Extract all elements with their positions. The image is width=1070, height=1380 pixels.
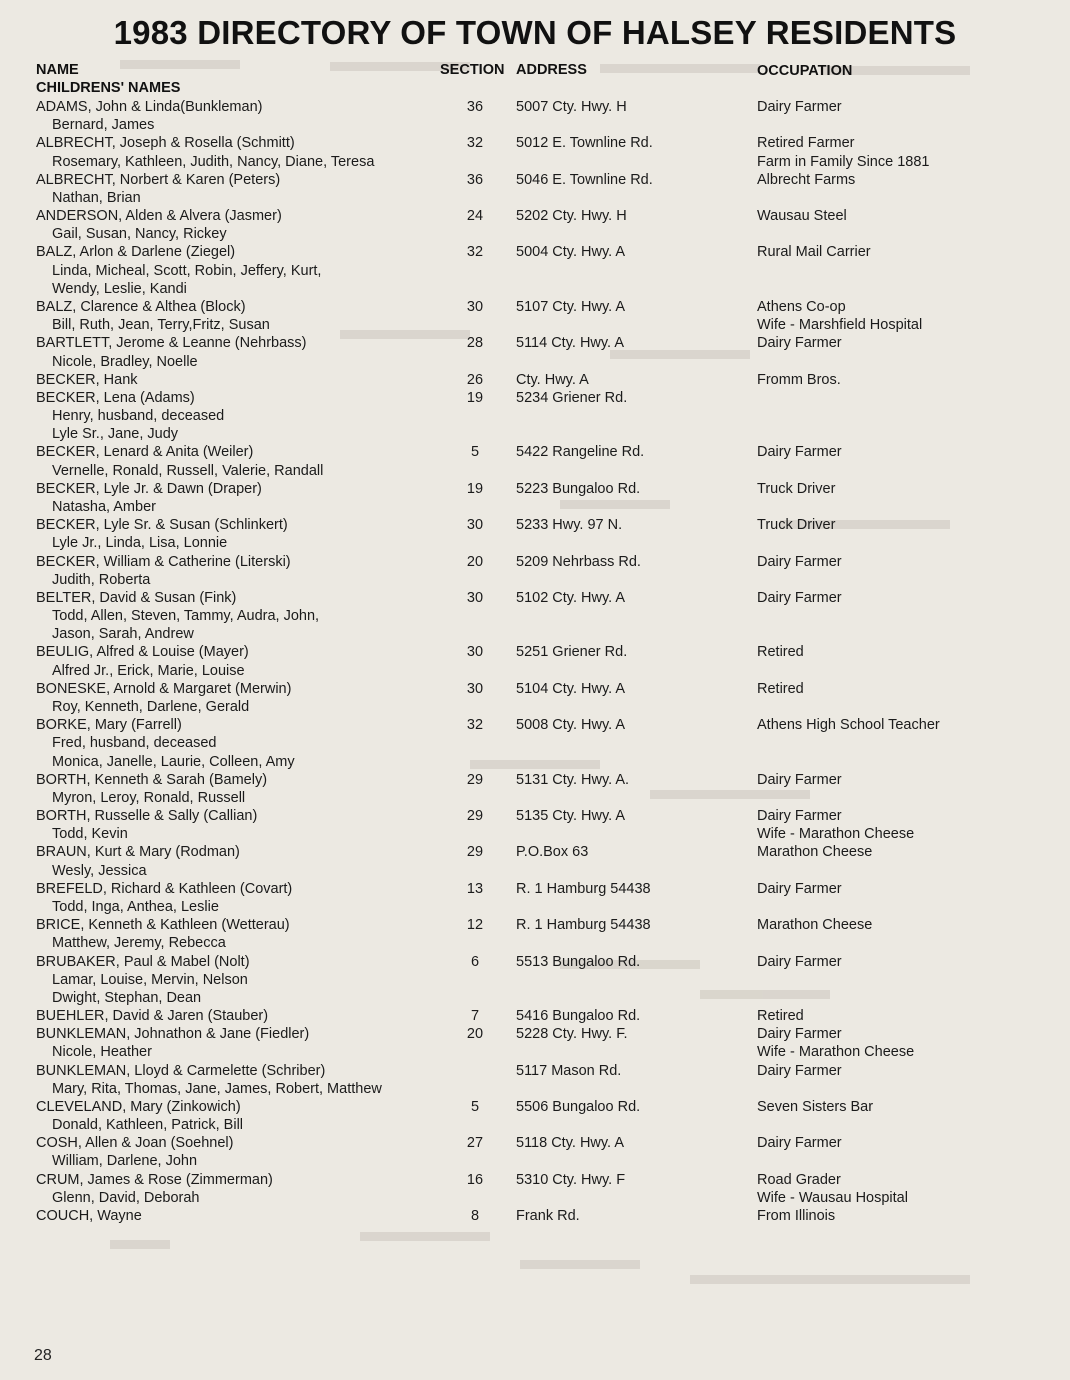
resident-name: ANDERSON, Alden & Alvera (Jasmer)	[36, 208, 282, 225]
children-line	[0, 1152, 1070, 1170]
children-line	[0, 280, 1070, 298]
resident-name: BECKER, Lyle Jr. & Dawn (Draper)	[36, 480, 262, 497]
resident-name: BUNKLEMAN, Lloyd & Carmelette (Schriber)	[36, 1062, 326, 1079]
section-number: 20	[466, 1026, 484, 1043]
section-number: 26	[466, 371, 484, 388]
children-line	[0, 425, 1070, 443]
resident-name: BREFELD, Richard & Kathleen (Covart)	[36, 880, 293, 897]
children-line	[0, 662, 1070, 680]
address: 5422 Rangeline Rd.	[516, 444, 645, 461]
address: 5008 Cty. Hwy. A	[516, 717, 626, 734]
address: 5223 Bungaloo Rd.	[516, 480, 641, 497]
directory-entry	[0, 916, 1070, 934]
occupation: Marathon Cheese	[757, 844, 873, 861]
children-line	[0, 353, 1070, 371]
occupation: Dairy Farmer	[757, 1135, 842, 1152]
address: 5310 Cty. Hwy. F	[516, 1171, 626, 1188]
occupation: Dairy Farmer	[757, 99, 842, 115]
directory-entry	[0, 480, 1070, 498]
section-number: 32	[466, 135, 484, 152]
resident-name: BALZ, Clarence & Althea (Block)	[36, 299, 246, 315]
section-number: 29	[466, 808, 484, 824]
children-names: Lyle Jr., Linda, Lisa, Lonnie	[52, 535, 228, 552]
directory-entry	[0, 243, 1070, 261]
children-line	[0, 116, 1070, 134]
section-number: 29	[466, 771, 484, 788]
address: 5251 Griener Rd.	[516, 644, 628, 661]
address: 5202 Cty. Hwy. H	[516, 208, 627, 225]
header-childrens-names: CHILDRENS' NAMES	[36, 80, 181, 96]
section-number: 36	[466, 99, 484, 115]
children-names: Dwight, Stephan, Dean	[52, 989, 202, 1006]
directory-entry	[0, 443, 1070, 461]
children-names: Jason, Sarah, Andrew	[52, 626, 194, 643]
occupation: Dairy Farmer	[757, 589, 842, 606]
header-address: ADDRESS	[516, 62, 587, 78]
occupation: Dairy Farmer	[757, 1026, 842, 1043]
resident-name: BECKER, Hank	[36, 371, 138, 388]
section-number: 30	[466, 680, 484, 697]
directory-entry	[0, 843, 1070, 861]
directory-entry	[0, 98, 1070, 116]
resident-name: ALBRECHT, Norbert & Karen (Peters)	[36, 171, 281, 188]
resident-name: BUEHLER, David & Jaren (Stauber)	[36, 1008, 269, 1024]
children-line	[0, 898, 1070, 916]
directory-entry	[0, 1134, 1070, 1152]
resident-name: BALZ, Arlon & Darlene (Ziegel)	[36, 244, 236, 261]
resident-name: CLEVELAND, Mary (Zinkowich)	[36, 1098, 241, 1115]
children-names: Todd, Allen, Steven, Tammy, Audra, John,	[52, 608, 320, 624]
children-line	[0, 316, 1070, 334]
section-number: 8	[470, 1208, 480, 1224]
occupation: Road Grader	[757, 1171, 841, 1188]
children-line	[0, 534, 1070, 552]
children-line	[0, 571, 1070, 589]
occupation-note: Wife - Wausau Hospital	[757, 1189, 908, 1206]
directory-entry	[0, 643, 1070, 661]
children-line	[0, 989, 1070, 1007]
children-names: Fred, husband, deceased	[52, 735, 217, 752]
children-line	[0, 225, 1070, 243]
occupation-note: Wife - Marshfield Hospital	[757, 317, 923, 334]
address: R. 1 Hamburg 54438	[516, 917, 651, 934]
occupation: Dairy Farmer	[757, 1062, 842, 1079]
section-number: 27	[466, 1135, 484, 1152]
children-names: Vernelle, Ronald, Russell, Valerie, Randall	[52, 462, 324, 479]
address: 5513 Bungaloo Rd.	[516, 953, 641, 970]
section-number: 7	[470, 1008, 480, 1024]
occupation: Athens High School Teacher	[757, 717, 940, 734]
children-names: Nicole, Bradley, Noelle	[52, 353, 198, 370]
section-number: 36	[466, 171, 484, 188]
occupation: Athens Co-op	[757, 299, 846, 315]
children-line	[0, 1043, 1070, 1061]
section-number: 32	[466, 717, 484, 734]
directory-entry	[0, 389, 1070, 407]
resident-name: BORKE, Mary (Farrell)	[36, 717, 182, 734]
resident-name: BECKER, William & Catherine (Literski)	[36, 553, 291, 570]
section-number: 30	[466, 517, 484, 534]
occupation: Retired	[757, 644, 804, 661]
resident-name: ADAMS, John & Linda(Bunkleman)	[36, 99, 263, 115]
occupation: Seven Sisters Bar	[757, 1098, 874, 1115]
children-names: Myron, Leroy, Ronald, Russell	[52, 789, 246, 806]
children-names: Mary, Rita, Thomas, Jane, James, Robert, Matthew	[52, 1080, 382, 1097]
directory-entry	[0, 880, 1070, 898]
resident-name: BORTH, Kenneth & Sarah (Bamely)	[36, 771, 268, 788]
section-number: 5	[470, 1098, 480, 1115]
children-line	[0, 1189, 1070, 1207]
directory-entry	[0, 171, 1070, 189]
section-number: 30	[466, 299, 484, 315]
section-number: 30	[466, 644, 484, 661]
directory-entry	[0, 807, 1070, 825]
occupation: Rural Mail Carrier	[757, 244, 871, 261]
occupation: Dairy Farmer	[757, 953, 842, 970]
section-number: 13	[466, 880, 484, 897]
directory-entry	[0, 207, 1070, 225]
address: 5416 Bungaloo Rd.	[516, 1008, 641, 1024]
section-number: 24	[466, 208, 484, 225]
page-title: 1983 DIRECTORY OF TOWN OF HALSEY RESIDENTS	[113, 14, 957, 51]
resident-name: BECKER, Lenard & Anita (Weiler)	[36, 444, 254, 461]
page-number: 28	[34, 1347, 52, 1364]
address: 5506 Bungaloo Rd.	[516, 1098, 641, 1115]
children-names: Wendy, Leslie, Kandi	[52, 280, 187, 297]
address: 5012 E. Townline Rd.	[516, 135, 653, 152]
occupation: Marathon Cheese	[757, 917, 873, 934]
occupation: Dairy Farmer	[757, 771, 842, 788]
section-number: 28	[466, 335, 484, 352]
address: 5007 Cty. Hwy. H	[516, 99, 627, 115]
section-number: 16	[466, 1171, 484, 1188]
resident-name: BONESKE, Arnold & Margaret (Merwin)	[36, 680, 292, 697]
occupation-note: Farm in Family Since 1881	[757, 153, 930, 170]
children-names: Wesly, Jessica	[52, 862, 147, 879]
children-line	[0, 607, 1070, 625]
address: 5117 Mason Rd.	[516, 1062, 622, 1079]
children-line	[0, 1116, 1070, 1134]
directory-entry	[0, 1207, 1070, 1225]
occupation: Dairy Farmer	[757, 553, 842, 570]
children-line	[0, 262, 1070, 280]
resident-name: BELTER, David & Susan (Fink)	[36, 589, 237, 606]
children-names: Matthew, Jeremy, Rebecca	[52, 935, 226, 952]
address: Frank Rd.	[516, 1208, 580, 1224]
resident-name: BRUBAKER, Paul & Mabel (Nolt)	[36, 953, 250, 970]
children-names: Monica, Janelle, Laurie, Colleen, Amy	[52, 753, 295, 770]
directory-entry	[0, 1171, 1070, 1189]
children-names: Todd, Kevin	[52, 826, 128, 843]
resident-name: BECKER, Lyle Sr. & Susan (Schlinkert)	[36, 517, 288, 534]
resident-name: BECKER, Lena (Adams)	[36, 389, 195, 406]
children-line	[0, 153, 1070, 171]
directory-entry	[0, 1025, 1070, 1043]
resident-name: BARTLETT, Jerome & Leanne (Nehrbass)	[36, 335, 307, 352]
directory-entry	[0, 1062, 1070, 1080]
directory-entry	[0, 1098, 1070, 1116]
directory-entry	[0, 553, 1070, 571]
directory-entry	[0, 716, 1070, 734]
resident-name: BORTH, Russelle & Sally (Callian)	[36, 808, 258, 824]
occupation: Wausau Steel	[757, 208, 847, 225]
address: 5004 Cty. Hwy. A	[516, 244, 626, 261]
header-section: SECTION	[440, 62, 505, 78]
directory-entry	[0, 516, 1070, 534]
address: 5228 Cty. Hwy. F.	[516, 1026, 628, 1043]
children-names: Nicole, Heather	[52, 1044, 152, 1061]
children-names: Natasha, Amber	[52, 499, 156, 515]
children-line	[0, 462, 1070, 480]
children-names: Glenn, David, Deborah	[52, 1189, 200, 1206]
children-names: Todd, Inga, Anthea, Leslie	[52, 898, 219, 915]
section-number: 20	[466, 553, 484, 570]
occupation: Truck Driver	[757, 517, 836, 534]
address: 5135 Cty. Hwy. A	[516, 808, 626, 824]
section-number: 5	[470, 444, 480, 461]
children-line	[0, 625, 1070, 643]
address: 5107 Cty. Hwy. A	[516, 299, 626, 315]
directory-entry	[0, 334, 1070, 352]
children-line	[0, 498, 1070, 516]
section-number: 19	[466, 480, 484, 497]
children-names: Lyle Sr., Jane, Judy	[52, 426, 179, 443]
children-line	[0, 407, 1070, 425]
occupation: Fromm Bros.	[757, 371, 841, 388]
children-names: Bill, Ruth, Jean, Terry,Fritz, Susan	[52, 317, 270, 334]
children-names: Gail, Susan, Nancy, Rickey	[52, 226, 227, 243]
children-names: Donald, Kathleen, Patrick, Bill	[52, 1117, 244, 1134]
resident-name: BUNKLEMAN, Johnathon & Jane (Fiedler)	[36, 1026, 310, 1043]
resident-name: CRUM, James & Rose (Zimmerman)	[36, 1171, 273, 1188]
address: 5131 Cty. Hwy. A.	[516, 771, 630, 788]
occupation: Dairy Farmer	[757, 880, 842, 897]
directory-entry	[0, 680, 1070, 698]
resident-name: COSH, Allen & Joan (Soehnel)	[36, 1135, 234, 1152]
resident-name: COUCH, Wayne	[36, 1208, 142, 1224]
section-number: 30	[466, 589, 484, 606]
occupation-note: Wife - Marathon Cheese	[757, 1044, 915, 1061]
occupation: Dairy Farmer	[757, 808, 842, 824]
directory-entry	[0, 298, 1070, 316]
address: 5104 Cty. Hwy. A	[516, 680, 626, 697]
address: 5102 Cty. Hwy. A	[516, 589, 626, 606]
resident-name: ALBRECHT, Joseph & Rosella (Schmitt)	[36, 135, 295, 152]
occupation: Retired	[757, 1008, 804, 1024]
occupation: Dairy Farmer	[757, 335, 842, 352]
children-line	[0, 734, 1070, 752]
address: R. 1 Hamburg 54438	[516, 880, 651, 897]
occupation: Dairy Farmer	[757, 444, 842, 461]
children-line	[0, 862, 1070, 880]
directory-entry	[0, 771, 1070, 789]
directory-entry	[0, 134, 1070, 152]
section-number: 32	[466, 244, 484, 261]
children-line	[0, 789, 1070, 807]
address: Cty. Hwy. A	[516, 371, 589, 388]
directory-entry	[0, 589, 1070, 607]
header-occupation: OCCUPATION	[757, 63, 853, 79]
children-line	[0, 698, 1070, 716]
children-names: Lamar, Louise, Mervin, Nelson	[52, 971, 248, 988]
address: 5114 Cty. Hwy. A	[516, 335, 624, 352]
children-names: Roy, Kenneth, Darlene, Gerald	[52, 698, 250, 715]
directory-entry	[0, 953, 1070, 971]
children-names: Nathan, Brian	[52, 189, 141, 206]
children-names: Judith, Roberta	[52, 571, 151, 588]
occupation: Truck Driver	[757, 480, 836, 497]
address: 5118 Cty. Hwy. A	[516, 1135, 624, 1152]
address: 5046 E. Townline Rd.	[516, 171, 653, 188]
children-line	[0, 1080, 1070, 1098]
children-line	[0, 825, 1070, 843]
section-number: 29	[466, 844, 484, 861]
directory-entry	[0, 371, 1070, 389]
directory-entry	[0, 1007, 1070, 1025]
occupation-note: Wife - Marathon Cheese	[757, 826, 915, 843]
occupation: From Illinois	[757, 1208, 836, 1224]
occupation: Retired	[757, 680, 804, 697]
children-names: William, Darlene, John	[52, 1153, 198, 1170]
children-line	[0, 934, 1070, 952]
occupation: Albrecht Farms	[757, 171, 856, 188]
address: P.O.Box 63	[516, 844, 589, 861]
section-number: 19	[466, 389, 484, 406]
occupation: Retired Farmer	[757, 135, 855, 152]
children-line	[0, 753, 1070, 771]
children-names: Alfred Jr., Erick, Marie, Louise	[52, 662, 245, 679]
resident-name: BRAUN, Kurt & Mary (Rodman)	[36, 844, 240, 861]
resident-name: BEULIG, Alfred & Louise (Mayer)	[36, 644, 249, 661]
header-name: NAME	[36, 62, 79, 78]
children-names: Rosemary, Kathleen, Judith, Nancy, Diane, Teresa	[52, 153, 375, 170]
address: 5209 Nehrbass Rd.	[516, 553, 641, 570]
children-names: Bernard, James	[52, 117, 155, 134]
section-number: 12	[466, 917, 484, 934]
children-names: Henry, husband, deceased	[52, 408, 225, 425]
children-names: Linda, Micheal, Scott, Robin, Jeffery, Kurt,	[52, 262, 322, 279]
children-line	[0, 971, 1070, 989]
resident-name: BRICE, Kenneth & Kathleen (Wetterau)	[36, 917, 290, 934]
children-line	[0, 189, 1070, 207]
address: 5233 Hwy. 97 N.	[516, 517, 623, 534]
address: 5234 Griener Rd.	[516, 389, 628, 406]
section-number: 6	[470, 953, 480, 970]
